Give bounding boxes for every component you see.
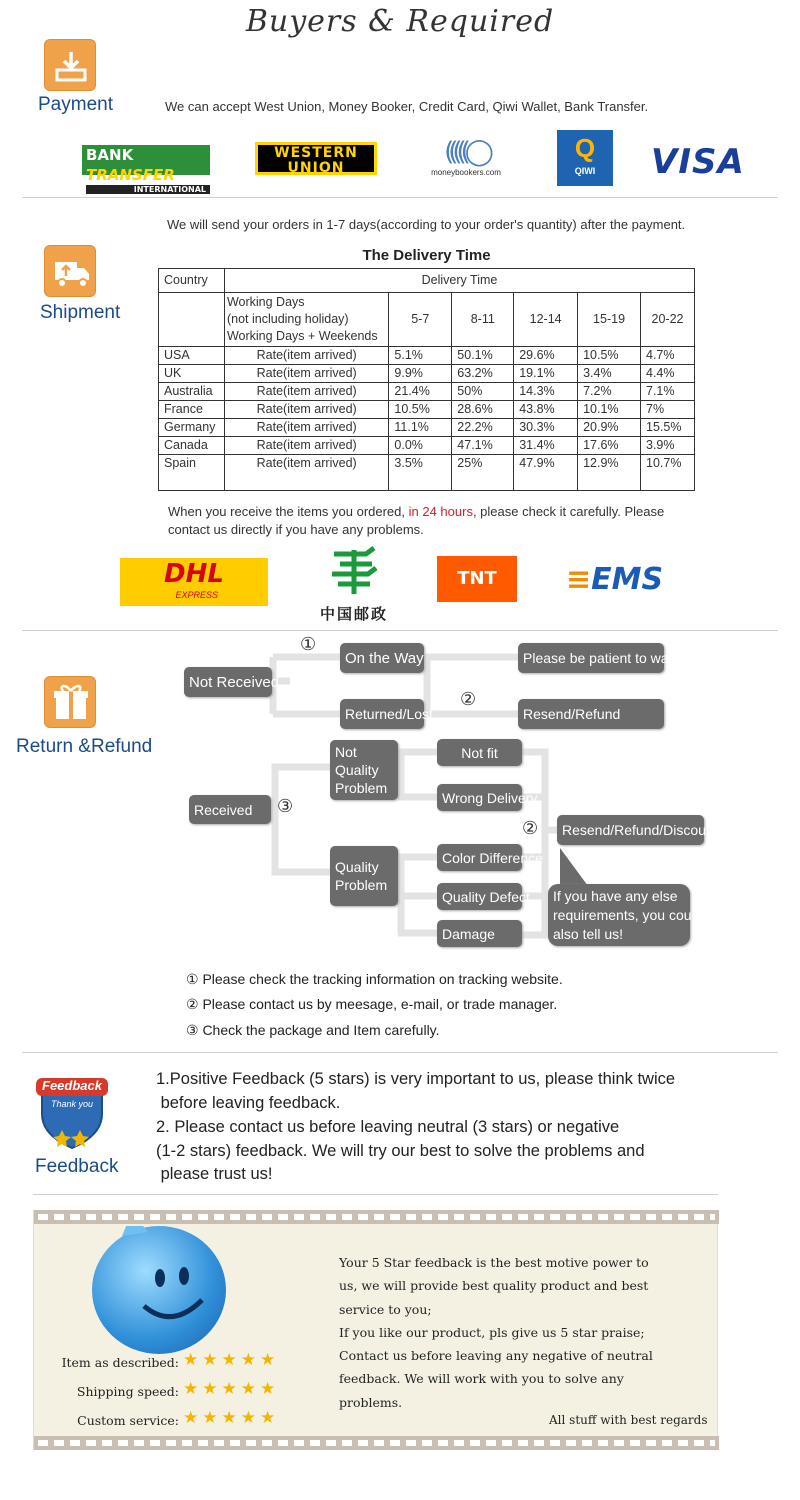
range-cell: 12-14 bbox=[514, 293, 578, 347]
regards-text: All stuff with best regards bbox=[549, 1413, 708, 1427]
ems-text: EMS bbox=[591, 562, 664, 597]
rate-cell: 63.2% bbox=[452, 365, 514, 383]
rate-cell: 10.7% bbox=[641, 455, 695, 491]
received-box: Received bbox=[189, 795, 271, 824]
else-line3: also tell us! bbox=[553, 925, 624, 942]
rate-cell: 47.1% bbox=[452, 437, 514, 455]
feedback-label: Feedback bbox=[35, 1156, 119, 1177]
resend-refund-discount-box: Resend/Refund/Discount bbox=[557, 815, 704, 845]
country-cell: France bbox=[159, 401, 225, 419]
feedback-line: before leaving feedback. bbox=[156, 1094, 341, 1112]
rate-cell: 19.1% bbox=[514, 365, 578, 383]
moneybookers-rings-icon: (((((◯ bbox=[444, 137, 488, 167]
shipment-label: Shipment bbox=[40, 302, 121, 323]
rate-cell: 47.9% bbox=[514, 455, 578, 491]
payment-label: Payment bbox=[38, 94, 113, 115]
check-text-part2: , please check it carefully. Please bbox=[472, 504, 665, 519]
shipment-intro: We will send your orders in 1-7 days(according to your order's quantity) after the payment. bbox=[167, 217, 686, 232]
not-quality-problem-box bbox=[330, 740, 398, 800]
rate-cell: 3.5% bbox=[389, 455, 452, 491]
working-days-line2: (not including holiday) bbox=[226, 312, 349, 326]
else-requirements-callout bbox=[548, 884, 703, 946]
quality-line1: Quality bbox=[335, 859, 379, 875]
rate-cell: 28.6% bbox=[452, 401, 514, 419]
col-delivery-header: Delivery Time bbox=[224, 269, 694, 293]
rate-cell: 12.9% bbox=[578, 455, 641, 491]
rate-label-cell: Rate(item arrived) bbox=[224, 455, 388, 491]
rate-cell: 10.1% bbox=[578, 401, 641, 419]
rate-cell: 3.4% bbox=[578, 365, 641, 383]
feedback-badge-icon bbox=[34, 1068, 110, 1150]
feedback-badge-sub: Thank you bbox=[50, 1099, 94, 1109]
card-text-line: feedback. We will work with you to solve any bbox=[339, 1371, 624, 1387]
range-cell: 5-7 bbox=[389, 293, 452, 347]
dhl-sub: EXPRESS bbox=[175, 590, 218, 600]
bank-logo-line2: TRANSFER bbox=[86, 166, 175, 184]
feedback-badge-text: Feedback bbox=[42, 1078, 102, 1093]
ems-swoosh-icon: ≡ bbox=[566, 562, 592, 597]
not-fit-box: Not fit bbox=[437, 739, 522, 766]
refund-note-3: ③ Check the package and Item carefully. bbox=[186, 1022, 440, 1038]
refund-label: Return &Refund bbox=[16, 736, 153, 757]
range-cell: 8-11 bbox=[452, 293, 514, 347]
rate-cell: 7.2% bbox=[578, 383, 641, 401]
wrong-delivery-box: Wrong Delivery bbox=[437, 784, 522, 811]
rate-cell: 17.6% bbox=[578, 437, 641, 455]
card-text-line: us, we will provide best quality product and best bbox=[339, 1278, 649, 1294]
feedback-line: (1-2 stars) feedback. We will try our best to solve the problems and bbox=[156, 1142, 645, 1160]
feedback-line: 1.Positive Feedback (5 stars) is very important to us, please think twice bbox=[156, 1070, 676, 1088]
tnt-logo: TNT bbox=[437, 556, 517, 602]
not-quality-line1: Not bbox=[335, 744, 357, 760]
rate-cell: 14.3% bbox=[514, 383, 578, 401]
rate-cell: 29.6% bbox=[514, 347, 578, 365]
check-text-part1: When you receive the items you ordered, bbox=[168, 504, 406, 519]
rating-stars-shipping: ★★★★★ bbox=[183, 1379, 280, 1398]
rate-label-cell: Rate(item arrived) bbox=[224, 365, 388, 383]
country-cell: Australia bbox=[159, 383, 225, 401]
resend-refund-box: Resend/Refund bbox=[518, 699, 664, 729]
returned-lost-box: Returned/Lost bbox=[340, 699, 424, 729]
smiley-icon bbox=[92, 1226, 226, 1354]
rate-label-cell: Rate(item arrived) bbox=[224, 383, 388, 401]
rate-cell: 10.5% bbox=[578, 347, 641, 365]
divider bbox=[22, 1052, 778, 1053]
check-text-line2: contact us directly if you have any problems. bbox=[168, 522, 424, 537]
rate-label-cell: Rate(item arrived) bbox=[224, 419, 388, 437]
else-line2: requirements, you could bbox=[553, 906, 703, 923]
card-text-line: problems. bbox=[339, 1394, 403, 1410]
be-patient-box: Please be patient to wait bbox=[518, 643, 664, 673]
rating-label-shipping: Shipping speed: bbox=[76, 1384, 179, 1399]
rate-cell: 4.4% bbox=[641, 365, 695, 383]
qiwi-q-icon: Q bbox=[574, 133, 596, 163]
rate-cell: 10.5% bbox=[389, 401, 452, 419]
rate-label-cell: Rate(item arrived) bbox=[224, 437, 388, 455]
else-line1: If you have any else bbox=[553, 887, 678, 904]
dhl-text: DHL bbox=[164, 559, 224, 589]
color-difference-box: Color Difference bbox=[437, 844, 522, 871]
rate-cell: 5.1% bbox=[389, 347, 452, 365]
rating-stars-service: ★★★★★ bbox=[183, 1408, 280, 1427]
rate-cell: 30.3% bbox=[514, 419, 578, 437]
step-1-marker: ① bbox=[300, 634, 317, 654]
bank-logo-sub: INTERNATIONAL bbox=[86, 185, 210, 194]
delivery-table-title: The Delivery Time bbox=[362, 247, 491, 264]
working-days-line3: Working Days + Weekends bbox=[226, 329, 378, 343]
working-days-line1: Working Days bbox=[226, 295, 305, 309]
on-the-way-box: On the Way bbox=[340, 643, 424, 673]
range-cell: 15-19 bbox=[578, 293, 641, 347]
payment-text: We can accept West Union, Money Booker, Credit Card, Qiwi Wallet, Bank Transfer. bbox=[165, 99, 649, 114]
wu-line2: UNION bbox=[287, 160, 345, 176]
range-cell: 20-22 bbox=[641, 293, 695, 347]
country-cell: USA bbox=[159, 347, 225, 365]
rate-label-cell: Rate(item arrived) bbox=[224, 401, 388, 419]
card-text-line: If you like our product, pls give us 5 star praise; bbox=[339, 1324, 645, 1340]
china-post-text: 中国邮政 bbox=[319, 606, 388, 623]
feedback-line: please trust us! bbox=[156, 1165, 273, 1183]
qiwi-text: QIWI bbox=[574, 166, 596, 176]
bank-logo-line1: BANK bbox=[86, 146, 134, 164]
not-received-box: Not Received bbox=[184, 667, 272, 697]
country-cell: Germany bbox=[159, 419, 225, 437]
country-cell: Canada bbox=[159, 437, 225, 455]
not-quality-line3: Problem bbox=[335, 780, 388, 796]
rate-cell: 43.8% bbox=[514, 401, 578, 419]
step-2-marker: ② bbox=[460, 689, 477, 709]
rate-cell: 25% bbox=[452, 455, 514, 491]
quality-problem-box bbox=[330, 846, 398, 906]
card-text-line: service to you; bbox=[339, 1301, 432, 1317]
rate-cell: 31.4% bbox=[514, 437, 578, 455]
country-cell: UK bbox=[159, 365, 225, 383]
rate-cell: 50.1% bbox=[452, 347, 514, 365]
rate-cell: 4.7% bbox=[641, 347, 695, 365]
page-title: Buyers & Required bbox=[245, 4, 555, 39]
not-quality-line2: Quality bbox=[335, 762, 379, 778]
col-country-header: Country bbox=[159, 269, 225, 293]
card-text-line: Your 5 Star feedback is the best motive power to bbox=[339, 1255, 649, 1270]
rate-cell: 50% bbox=[452, 383, 514, 401]
rate-cell: 15.5% bbox=[641, 419, 695, 437]
check-text-highlight: in 24 hours bbox=[405, 504, 473, 519]
feedback-line: 2. Please contact us before leaving neutral (3 stars) or negative bbox=[156, 1118, 620, 1136]
divider bbox=[33, 1194, 718, 1195]
rate-cell: 20.9% bbox=[578, 419, 641, 437]
film-strip-bottom bbox=[34, 1436, 719, 1450]
rate-cell: 11.1% bbox=[389, 419, 452, 437]
rate-cell: 7% bbox=[641, 401, 695, 419]
rate-cell: 9.9% bbox=[389, 365, 452, 383]
damage-box: Damage bbox=[437, 920, 522, 947]
quality-defect-box: Quality Defect bbox=[437, 883, 522, 910]
film-strip-top bbox=[34, 1210, 719, 1224]
rate-cell: 0.0% bbox=[389, 437, 452, 455]
step-3-marker: ③ bbox=[277, 796, 294, 816]
rating-label-item: Item as described: bbox=[61, 1355, 179, 1370]
rate-cell: 7.1% bbox=[641, 383, 695, 401]
rating-stars-item: ★★★★★ bbox=[183, 1350, 280, 1369]
card-message bbox=[339, 1251, 699, 1414]
rate-cell: 3.9% bbox=[641, 437, 695, 455]
rate-cell: 21.4% bbox=[389, 383, 452, 401]
rating-label-service: Custom service: bbox=[77, 1413, 179, 1428]
step-2-marker: ② bbox=[522, 818, 539, 838]
rate-cell: 22.2% bbox=[452, 419, 514, 437]
card-text-line: Contact us before leaving any negative of neutral bbox=[339, 1348, 653, 1364]
refund-note-1: ① Please check the tracking information on tracking website. bbox=[186, 971, 563, 987]
refund-note-2: ② Please contact us by meesage, e-mail, or trade manager. bbox=[186, 996, 558, 1012]
wu-line1: WESTERN bbox=[274, 145, 358, 161]
country-cell: Spain bbox=[159, 455, 225, 491]
moneybookers-text: moneybookers.com bbox=[431, 168, 501, 177]
visa-logo: VISA bbox=[651, 142, 745, 182]
quality-line2: Problem bbox=[335, 877, 388, 893]
rate-label-cell: Rate(item arrived) bbox=[224, 347, 388, 365]
